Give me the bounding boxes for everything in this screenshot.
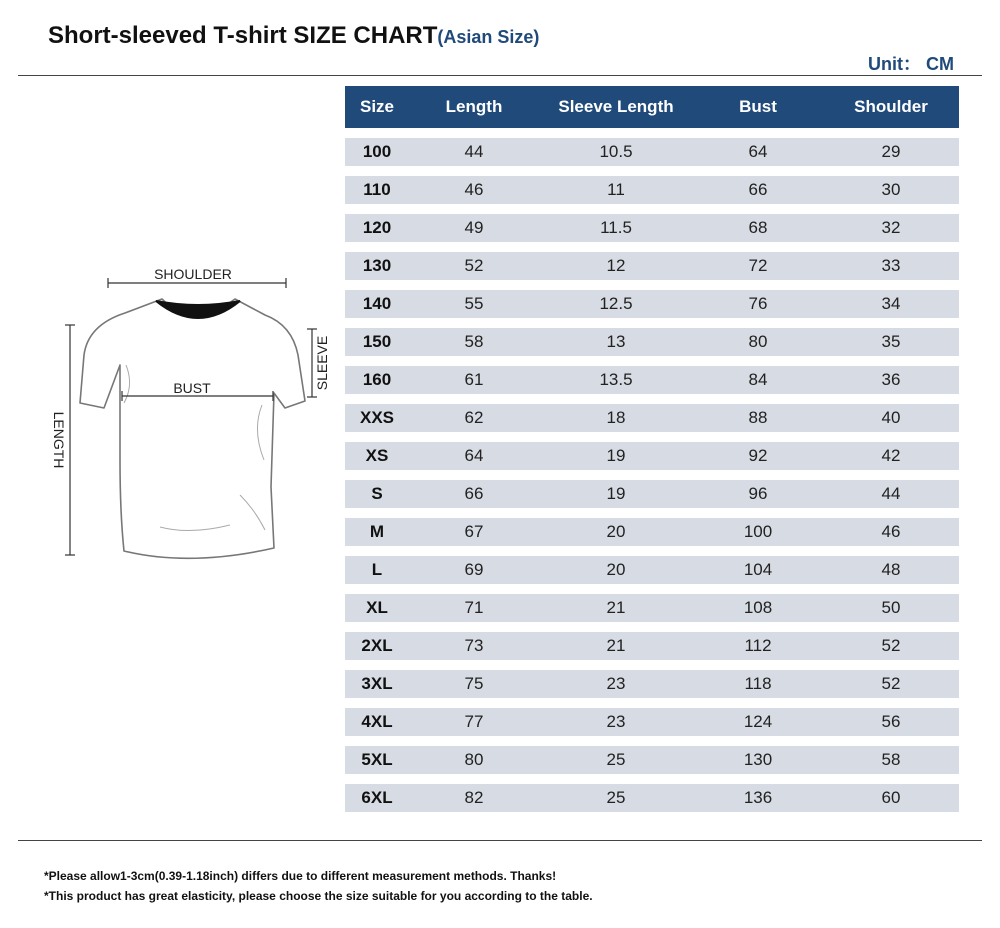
table-row — [345, 138, 959, 166]
table-row — [345, 290, 959, 318]
size-cell: 120 — [345, 214, 409, 242]
measurement-cell: 52 — [823, 670, 959, 698]
column-header: Length — [409, 86, 539, 128]
size-cell: 150 — [345, 328, 409, 356]
length-label: LENGTH — [51, 411, 67, 469]
table-row — [345, 708, 959, 736]
table-row — [345, 746, 959, 774]
title-sub: (Asian Size) — [437, 27, 540, 47]
tshirt-icon — [40, 255, 340, 575]
measurement-cell: 76 — [693, 290, 823, 318]
measurement-cell: 112 — [693, 632, 823, 660]
table-row — [345, 366, 959, 394]
table-row — [345, 670, 959, 698]
size-cell: 130 — [345, 252, 409, 280]
measurement-cell: 64 — [409, 442, 539, 470]
measurement-cell: 44 — [823, 480, 959, 508]
measurement-cell: 25 — [539, 746, 693, 774]
measurement-cell: 19 — [539, 442, 693, 470]
measurement-cell: 29 — [823, 138, 959, 166]
size-cell: 110 — [345, 176, 409, 204]
measurement-cell: 13 — [539, 328, 693, 356]
table-row — [345, 556, 959, 584]
measurement-cell: 20 — [539, 518, 693, 546]
measurement-cell: 67 — [409, 518, 539, 546]
bottom-divider — [18, 840, 982, 841]
size-cell: 5XL — [345, 746, 409, 774]
measurement-cell: 46 — [823, 518, 959, 546]
shoulder-label: SHOULDER — [154, 266, 232, 282]
table-row — [345, 518, 959, 546]
column-header: Sleeve Length — [539, 86, 693, 128]
measurement-cell: 12.5 — [539, 290, 693, 318]
measurement-cell: 36 — [823, 366, 959, 394]
measurement-cell: 30 — [823, 176, 959, 204]
measurement-cell: 52 — [823, 632, 959, 660]
measurement-cell: 80 — [693, 328, 823, 356]
measurement-cell: 58 — [409, 328, 539, 356]
measurement-cell: 21 — [539, 632, 693, 660]
measurement-cell: 68 — [693, 214, 823, 242]
size-cell: XL — [345, 594, 409, 622]
measurement-cell: 33 — [823, 252, 959, 280]
note-text: *This product has great elasticity, please choose the size suitable for you according to the table. — [44, 889, 593, 903]
column-header: Bust — [693, 86, 823, 128]
tshirt-diagram — [40, 255, 340, 575]
measurement-cell: 72 — [693, 252, 823, 280]
tshirt-outline — [80, 299, 305, 558]
measurement-cell: 19 — [539, 480, 693, 508]
measurement-cell: 20 — [539, 556, 693, 584]
measurement-cell: 58 — [823, 746, 959, 774]
table-row — [345, 632, 959, 660]
table-row — [345, 784, 959, 812]
measurement-cell: 71 — [409, 594, 539, 622]
measurement-cell: 44 — [409, 138, 539, 166]
measurement-cell: 92 — [693, 442, 823, 470]
title-main: Short-sleeved T-shirt SIZE CHART — [48, 22, 438, 49]
table-row — [345, 594, 959, 622]
measurement-cell: 108 — [693, 594, 823, 622]
column-header: Shoulder — [823, 86, 959, 128]
measurement-cell: 88 — [693, 404, 823, 432]
measurement-cell: 84 — [693, 366, 823, 394]
measurement-cell: 130 — [693, 746, 823, 774]
measurement-cell: 48 — [823, 556, 959, 584]
measurement-cell: 104 — [693, 556, 823, 584]
size-chart-table — [345, 76, 959, 822]
measurement-cell: 96 — [693, 480, 823, 508]
measurement-cell: 40 — [823, 404, 959, 432]
size-cell: 6XL — [345, 784, 409, 812]
measurement-cell: 23 — [539, 670, 693, 698]
measurement-cell: 55 — [409, 290, 539, 318]
table-row — [345, 328, 959, 356]
size-cell: 3XL — [345, 670, 409, 698]
measurement-cell: 60 — [823, 784, 959, 812]
table-row — [345, 480, 959, 508]
table-row — [345, 442, 959, 470]
table-header-row — [345, 86, 959, 128]
measurement-cell: 32 — [823, 214, 959, 242]
table-row — [345, 404, 959, 432]
notes — [44, 866, 593, 906]
measurement-cell: 11.5 — [539, 214, 693, 242]
measurement-cell: 49 — [409, 214, 539, 242]
bust-label: BUST — [173, 380, 211, 396]
measurement-cell: 61 — [409, 366, 539, 394]
size-cell: 160 — [345, 366, 409, 394]
measurement-cell: 12 — [539, 252, 693, 280]
measurement-cell: 64 — [693, 138, 823, 166]
measurement-cell: 18 — [539, 404, 693, 432]
size-cell: M — [345, 518, 409, 546]
measurement-cell: 82 — [409, 784, 539, 812]
measurement-cell: 69 — [409, 556, 539, 584]
table-row — [345, 214, 959, 242]
measurement-cell: 21 — [539, 594, 693, 622]
measurement-cell: 118 — [693, 670, 823, 698]
measurement-cell: 75 — [409, 670, 539, 698]
measurement-cell: 80 — [409, 746, 539, 774]
size-cell: 4XL — [345, 708, 409, 736]
table-row — [345, 176, 959, 204]
measurement-cell: 25 — [539, 784, 693, 812]
sleeve-label: SLEEVE — [314, 335, 330, 391]
measurement-cell: 66 — [693, 176, 823, 204]
table-row — [345, 252, 959, 280]
measurement-cell: 136 — [693, 784, 823, 812]
unit-label: Unit： CM — [868, 54, 954, 74]
size-cell: 140 — [345, 290, 409, 318]
column-header: Size — [345, 86, 409, 128]
size-cell: L — [345, 556, 409, 584]
measurement-cell: 13.5 — [539, 366, 693, 394]
measurement-cell: 77 — [409, 708, 539, 736]
measurement-cell: 52 — [409, 252, 539, 280]
size-cell: XXS — [345, 404, 409, 432]
measurement-cell: 56 — [823, 708, 959, 736]
size-cell: 2XL — [345, 632, 409, 660]
measurement-cell: 100 — [693, 518, 823, 546]
measurement-cell: 124 — [693, 708, 823, 736]
measurement-cell: 10.5 — [539, 138, 693, 166]
measurement-cell: 50 — [823, 594, 959, 622]
measurement-cell: 11 — [539, 176, 693, 204]
size-cell: XS — [345, 442, 409, 470]
measurement-cell: 62 — [409, 404, 539, 432]
measurement-cell: 35 — [823, 328, 959, 356]
measurement-cell: 46 — [409, 176, 539, 204]
measurement-cell: 23 — [539, 708, 693, 736]
measurement-cell: 34 — [823, 290, 959, 318]
measurement-cell: 42 — [823, 442, 959, 470]
size-cell: 100 — [345, 138, 409, 166]
note-text: *Please allow1-3cm(0.39-1.18inch) differs due to different measurement methods. Thanks! — [44, 869, 557, 883]
page-title — [48, 22, 539, 50]
measurement-cell: 66 — [409, 480, 539, 508]
size-cell: S — [345, 480, 409, 508]
measurement-cell: 73 — [409, 632, 539, 660]
